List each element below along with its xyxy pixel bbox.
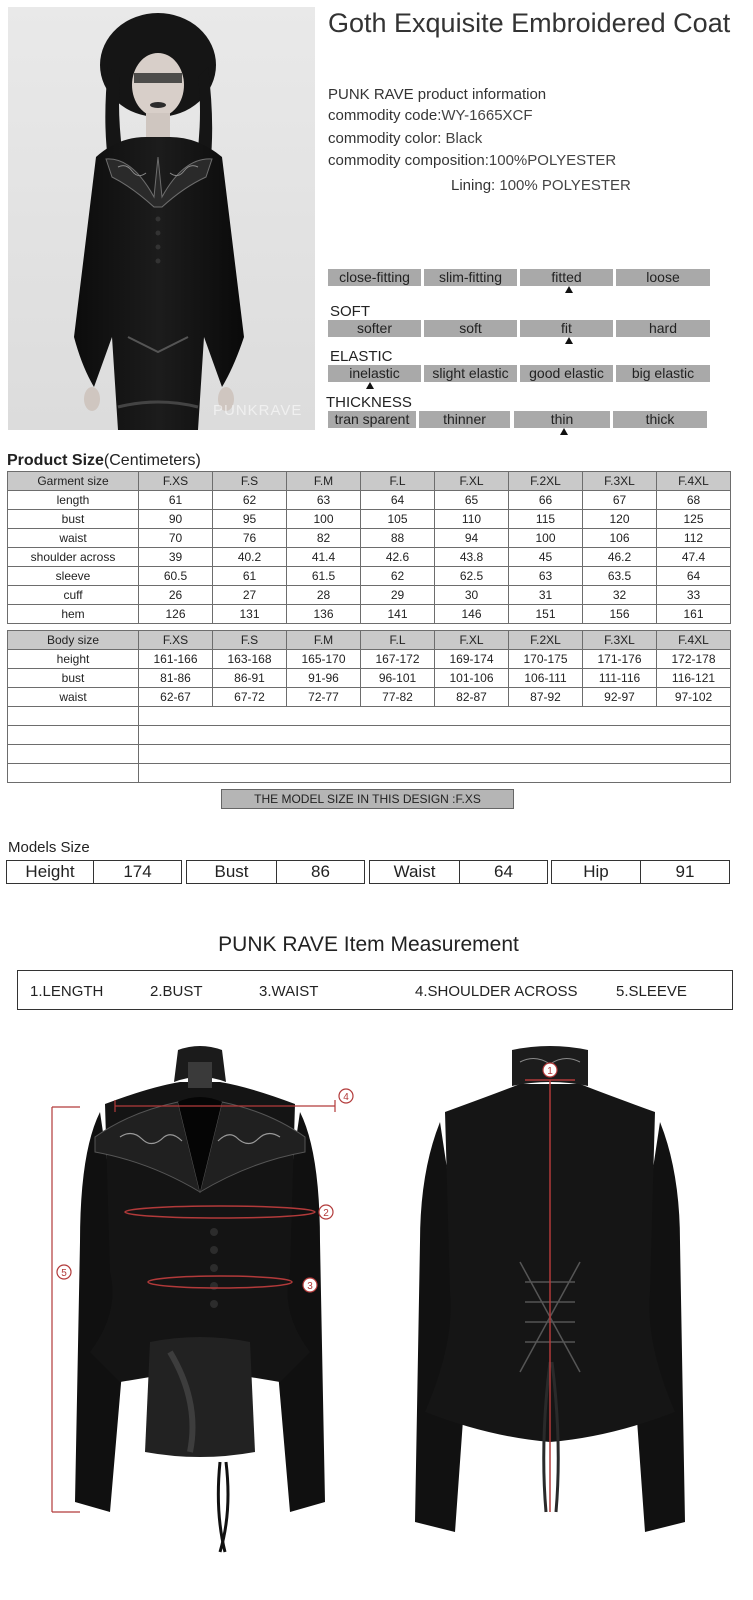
thickness-option: thick [613, 411, 707, 428]
thickness-option: tran sparent [328, 411, 416, 428]
table-cell: 77-82 [361, 688, 435, 707]
table-cell: 165-170 [287, 650, 361, 669]
table-cell: 72-77 [287, 688, 361, 707]
table-cell: 46.2 [583, 548, 657, 567]
table-cell: 76 [213, 529, 287, 548]
table-cell: bust [8, 669, 139, 688]
soft-indicator-icon [565, 337, 573, 344]
table-cell: 32 [583, 586, 657, 605]
table-cell: 29 [361, 586, 435, 605]
header-cell: F.2XL [509, 631, 583, 650]
table-row [8, 529, 731, 548]
commodity-code [328, 107, 533, 124]
code-value: WY-1665XCF [441, 107, 533, 124]
table-cell: 171-176 [583, 650, 657, 669]
garment-front-illustration [40, 1042, 360, 1592]
fit-option: fitted [520, 269, 613, 286]
table-cell: 68 [657, 491, 731, 510]
table-cell: 26 [139, 586, 213, 605]
commodity-composition [328, 152, 616, 169]
table-row [8, 510, 731, 529]
table-cell: 63 [287, 491, 361, 510]
soft-label: SOFT [330, 303, 370, 320]
product-size-label: Product Size [7, 452, 104, 469]
empty-cell [139, 726, 731, 745]
info-heading: PUNK RAVE product information [328, 86, 547, 103]
table-cell: 66 [509, 491, 583, 510]
table-cell: 62.5 [435, 567, 509, 586]
body-header-row [8, 631, 731, 650]
table-cell: 169-174 [435, 650, 509, 669]
table-cell: 61 [213, 567, 287, 586]
composition-label: commodity composition: [328, 152, 489, 169]
table-cell: bust [8, 510, 139, 529]
table-cell: hem [8, 605, 139, 624]
soft-option: hard [616, 320, 710, 337]
empty-cell [139, 745, 731, 764]
empty-row [8, 745, 731, 764]
elastic-option: slight elastic [424, 365, 517, 382]
table-cell: 95 [213, 510, 287, 529]
table-cell: 163-168 [213, 650, 287, 669]
empty-row [8, 707, 731, 726]
table-cell: waist [8, 688, 139, 707]
code-label: commodity code: [328, 107, 442, 124]
table-cell: 136 [287, 605, 361, 624]
table-cell: 172-178 [657, 650, 731, 669]
table-cell: 151 [509, 605, 583, 624]
lining [451, 177, 631, 194]
model-photo [8, 7, 315, 430]
table-cell: 105 [361, 510, 435, 529]
table-cell: 70 [139, 529, 213, 548]
fit-option: slim-fitting [424, 269, 517, 286]
table-cell: 96-101 [361, 669, 435, 688]
table-cell: waist [8, 529, 139, 548]
soft-option: softer [328, 320, 421, 337]
table-row [8, 669, 731, 688]
thickness-option: thinner [419, 411, 510, 428]
table-row [8, 586, 731, 605]
table-row [8, 548, 731, 567]
empty-cell [8, 726, 139, 745]
lining-label: Lining: [451, 177, 496, 194]
table-cell: 67-72 [213, 688, 287, 707]
table-cell: sleeve [8, 567, 139, 586]
marker-2: 2 [323, 1208, 329, 1219]
table-cell: 33 [657, 586, 731, 605]
table-cell: 31 [509, 586, 583, 605]
soft-option: soft [424, 320, 517, 337]
color-label: commodity color: [328, 130, 442, 147]
product-size-title [7, 452, 201, 470]
table-cell: 170-175 [509, 650, 583, 669]
legend-sleeve: 5.SLEEVE [616, 983, 687, 1000]
elastic-indicator-icon [366, 382, 374, 389]
bust-value: 86 [276, 860, 365, 884]
header-cell: F.4XL [657, 631, 731, 650]
table-cell: 125 [657, 510, 731, 529]
table-cell: 27 [213, 586, 287, 605]
empty-cell [139, 707, 731, 726]
table-cell: 61 [139, 491, 213, 510]
table-cell: 60.5 [139, 567, 213, 586]
height-label: Height [6, 860, 94, 884]
table-cell: 161-166 [139, 650, 213, 669]
table-cell: 141 [361, 605, 435, 624]
table-cell: 101-106 [435, 669, 509, 688]
marker-3: 3 [307, 1281, 313, 1292]
empty-row [8, 764, 731, 783]
table-cell: 87-92 [509, 688, 583, 707]
header-cell: F.4XL [657, 472, 731, 491]
header-cell: F.M [287, 472, 361, 491]
header-cell: F.XL [435, 472, 509, 491]
table-cell: 40.2 [213, 548, 287, 567]
table-cell: 82 [287, 529, 361, 548]
commodity-color [328, 130, 482, 147]
table-cell: 41.4 [287, 548, 361, 567]
models-size-title: Models Size [8, 839, 90, 856]
composition-value: 100%POLYESTER [488, 152, 617, 169]
marker-1: 1 [547, 1066, 553, 1077]
model-illustration [8, 7, 315, 430]
elastic-option: big elastic [616, 365, 710, 382]
legend-bust: 2.BUST [150, 983, 203, 1000]
table-cell: 64 [657, 567, 731, 586]
garment-header-row [8, 472, 731, 491]
table-cell: 94 [435, 529, 509, 548]
table-cell: 167-172 [361, 650, 435, 669]
table-cell: 64 [361, 491, 435, 510]
hip-value: 91 [640, 860, 730, 884]
header-cell: F.3XL [583, 472, 657, 491]
table-row [8, 650, 731, 669]
model-size-note: THE MODEL SIZE IN THIS DESIGN :F.XS [221, 789, 514, 809]
waist-label: Waist [369, 860, 460, 884]
table-cell: 88 [361, 529, 435, 548]
fit-indicator-icon [565, 286, 573, 293]
table-cell: 30 [435, 586, 509, 605]
color-value: Black [445, 130, 483, 147]
bust-label: Bust [186, 860, 277, 884]
thickness-label: THICKNESS [326, 394, 412, 411]
thickness-indicator-icon [560, 428, 568, 435]
empty-cell [8, 707, 139, 726]
table-cell: shoulder across [8, 548, 139, 567]
table-cell: 112 [657, 529, 731, 548]
table-cell: 91-96 [287, 669, 361, 688]
hip-label: Hip [551, 860, 641, 884]
empty-cell [8, 745, 139, 764]
table-cell: 67 [583, 491, 657, 510]
table-cell: cuff [8, 586, 139, 605]
table-cell: 63 [509, 567, 583, 586]
header-cell: F.L [361, 472, 435, 491]
table-cell: 62 [213, 491, 287, 510]
header-cell: F.XS [139, 631, 213, 650]
table-cell: 116-121 [657, 669, 731, 688]
measurement-legend [17, 970, 733, 1010]
waist-value: 64 [459, 860, 548, 884]
soft-option: fit [520, 320, 613, 337]
table-cell: 61.5 [287, 567, 361, 586]
table-cell: 92-97 [583, 688, 657, 707]
table-cell: 82-87 [435, 688, 509, 707]
empty-cell [8, 764, 139, 783]
table-cell: 97-102 [657, 688, 731, 707]
elastic-option: inelastic [328, 365, 421, 382]
elastic-label: ELASTIC [330, 348, 393, 365]
table-cell: 100 [509, 529, 583, 548]
table-cell: 106-111 [509, 669, 583, 688]
table-cell: 106 [583, 529, 657, 548]
body-size-table [7, 630, 731, 783]
legend-length: 1.LENGTH [30, 983, 104, 1000]
table-cell: 115 [509, 510, 583, 529]
table-row [8, 491, 731, 510]
lining-value: 100% POLYESTER [499, 177, 631, 194]
table-row [8, 688, 731, 707]
table-cell: 43.8 [435, 548, 509, 567]
marker-5: 5 [61, 1268, 67, 1279]
table-cell: 65 [435, 491, 509, 510]
table-cell: 47.4 [657, 548, 731, 567]
table-cell: 62 [361, 567, 435, 586]
header-cell: F.2XL [509, 472, 583, 491]
watermark-text: PUNKRAVE [213, 402, 303, 419]
table-cell: 156 [583, 605, 657, 624]
garment-size-table [7, 471, 731, 624]
table-cell: length [8, 491, 139, 510]
table-cell: 45 [509, 548, 583, 567]
table-cell: 28 [287, 586, 361, 605]
table-cell: 86-91 [213, 669, 287, 688]
empty-row [8, 726, 731, 745]
height-value: 174 [93, 860, 182, 884]
legend-shoulder-across: 4.SHOULDER ACROSS [415, 983, 578, 1000]
table-cell: height [8, 650, 139, 669]
header-cell: F.3XL [583, 631, 657, 650]
table-cell: 39 [139, 548, 213, 567]
table-cell: 161 [657, 605, 731, 624]
fit-option: loose [616, 269, 710, 286]
product-size-unit: (Centimeters) [103, 452, 201, 469]
table-cell: 63.5 [583, 567, 657, 586]
header-cell: F.M [287, 631, 361, 650]
measurement-title: PUNK RAVE Item Measurement [218, 933, 519, 956]
table-cell: 42.6 [361, 548, 435, 567]
garment-back-illustration [400, 1042, 700, 1592]
header-cell: Garment size [8, 472, 139, 491]
header-cell: F.XL [435, 631, 509, 650]
table-cell: 90 [139, 510, 213, 529]
product-title: Goth Exquisite Embroidered Coat [328, 8, 731, 38]
header-cell: F.S [213, 472, 287, 491]
table-row [8, 567, 731, 586]
table-cell: 126 [139, 605, 213, 624]
marker-4: 4 [343, 1092, 349, 1103]
table-cell: 81-86 [139, 669, 213, 688]
table-cell: 120 [583, 510, 657, 529]
table-cell: 100 [287, 510, 361, 529]
empty-cell [139, 764, 731, 783]
header-cell: F.XS [139, 472, 213, 491]
table-row [8, 605, 731, 624]
table-cell: 146 [435, 605, 509, 624]
models-size-box [6, 860, 730, 884]
table-cell: 62-67 [139, 688, 213, 707]
fit-option: close-fitting [328, 269, 421, 286]
header-cell: Body size [8, 631, 139, 650]
table-cell: 111-116 [583, 669, 657, 688]
legend-waist: 3.WAIST [259, 983, 319, 1000]
header-cell: F.L [361, 631, 435, 650]
thickness-option: thin [514, 411, 610, 428]
table-cell: 131 [213, 605, 287, 624]
elastic-option: good elastic [520, 365, 613, 382]
header-cell: F.S [213, 631, 287, 650]
table-cell: 110 [435, 510, 509, 529]
